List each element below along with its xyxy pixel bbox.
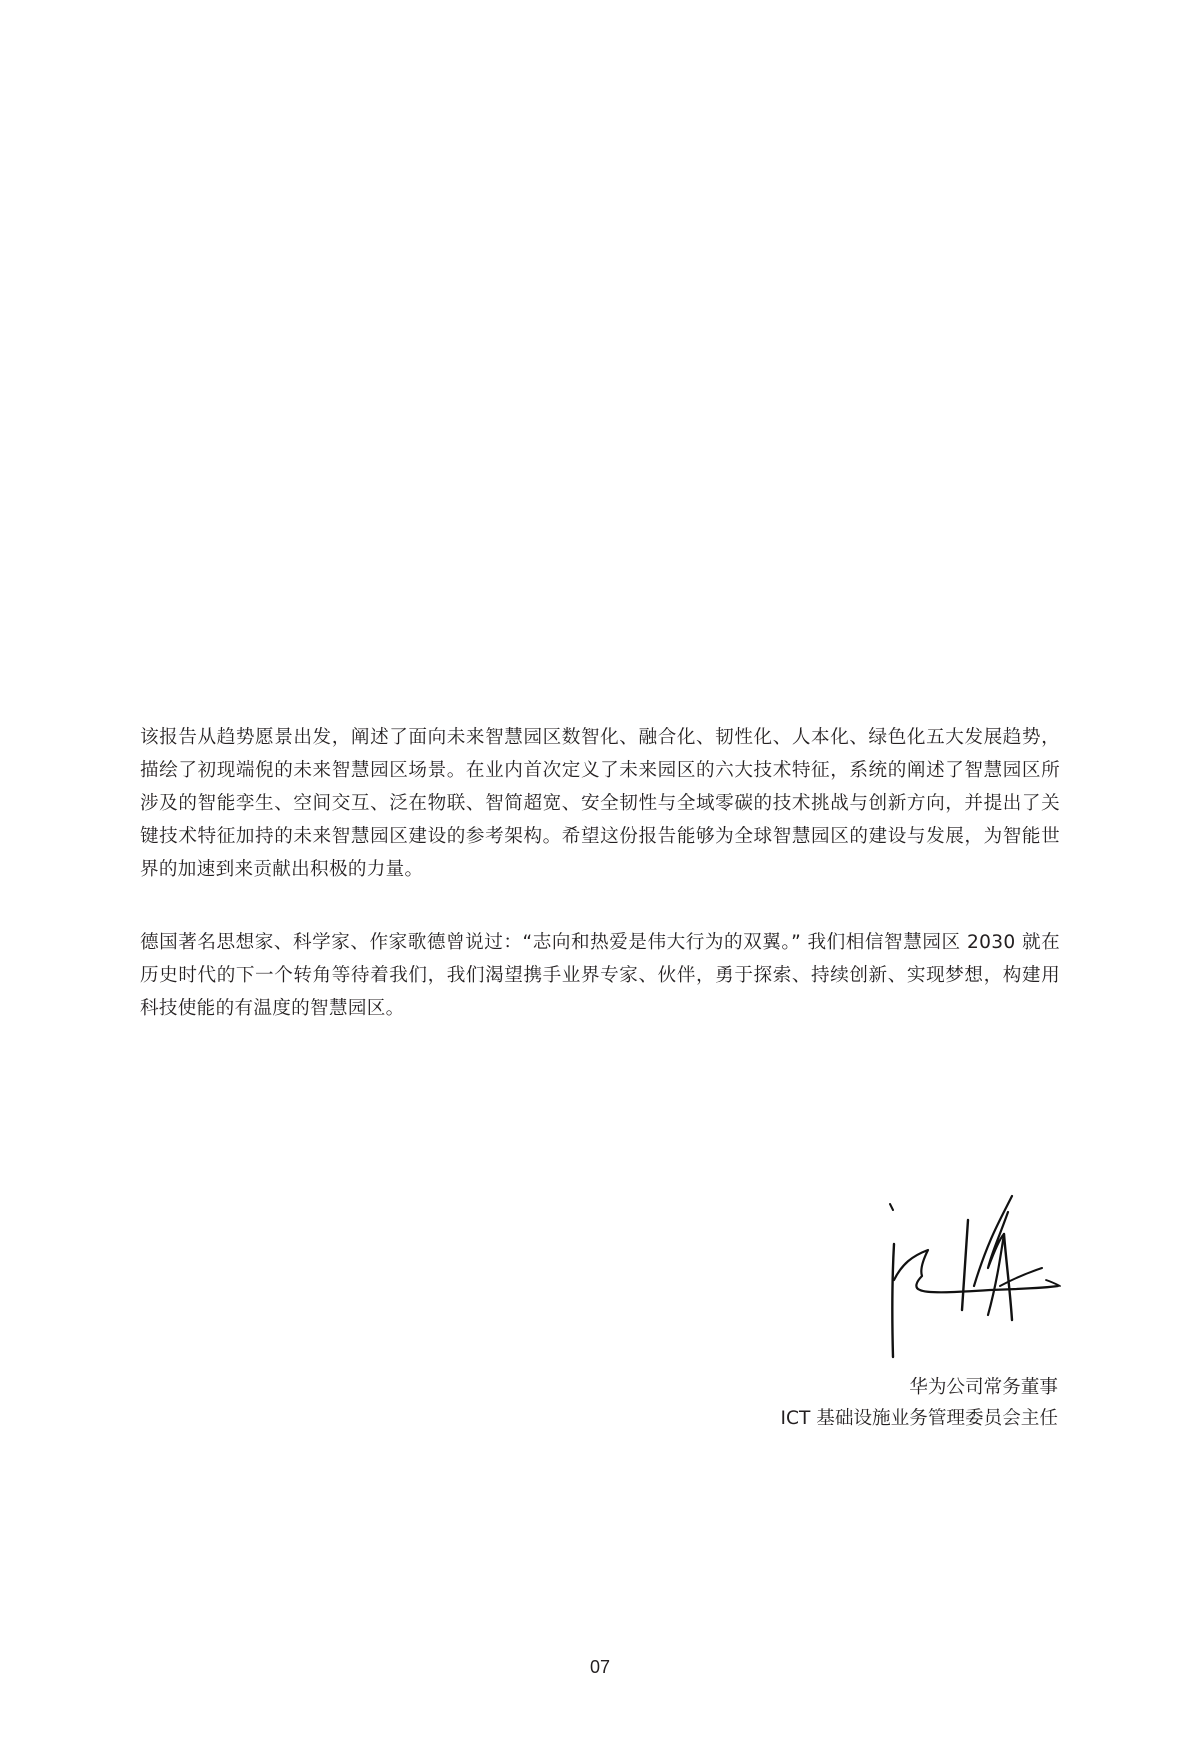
signatory-title-committee-president: ICT 基础设施业务管理委员会主任: [780, 1408, 1058, 1429]
signature-icon: [870, 1190, 1070, 1370]
paragraph-report-summary: 该报告从趋势愿景出发，阐述了面向未来智慧园区数智化、融合化、韧性化、人本化、绿色化五大发展趋势，描绘了初现端倪的未来智慧园区场景。在业内首次定义了未来园区的六大技术特征，系统的阐述了智慧园区所涉及的智能孪生、空间交互、泛在物联、智简超宽、安全韧性与全域零碳的技术挑战与创新方向，并提出了关键技术特征加持的未来智慧园区建设的参考架构。希望这份报告能够为全球智慧园区的建设与发展，为智能世界的加速到来贡献出积极的力量。: [140, 727, 1060, 880]
paragraph-goethe-quote: 德国著名思想家、科学家、作家歌德曾说过：“志向和热爱是伟大行为的双翼。” 我们相信智慧园区 2030 就在历史时代的下一个转角等待着我们，我们渴望携手业界专家、伙伴，勇于探索、持续创新、实现梦想，构建用科技使能的有温度的智慧园区。: [140, 932, 1060, 1019]
signatory-title-executive-director: 华为公司常务董事: [909, 1377, 1058, 1398]
page-number: 07: [589, 1657, 611, 1677]
